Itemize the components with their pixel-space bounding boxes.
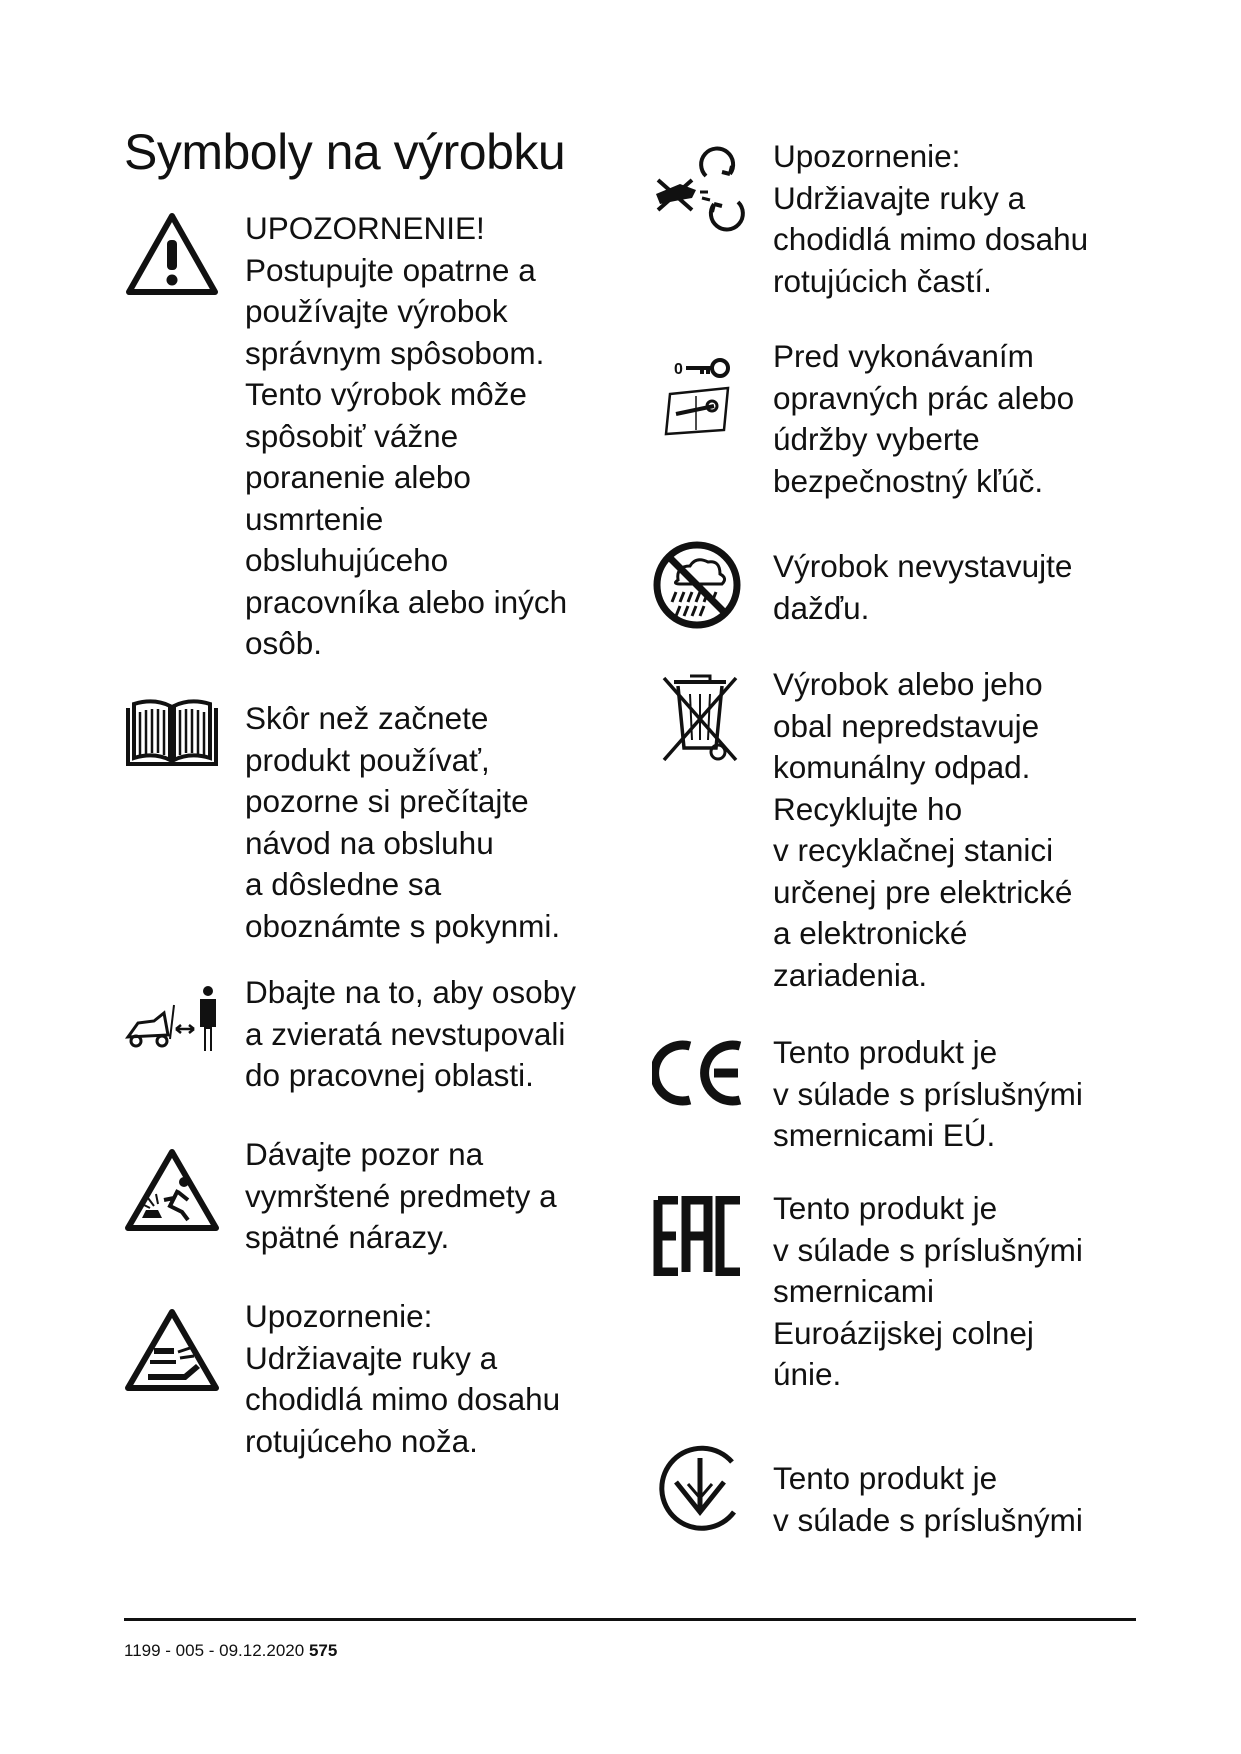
footer-rule: [124, 1618, 1136, 1621]
rotating-parts-hand-icon: [652, 140, 748, 236]
entry-rotating-parts-text: Upozornenie: Udržiavajte ruky a chodidlá mimo dosahu rotujúcich častí.: [773, 138, 1089, 299]
no-rain-icon: [652, 540, 748, 630]
warning-triangle-icon: [124, 210, 220, 300]
ce-mark-icon: [652, 1038, 748, 1108]
entry-safety-key-text: Pred vykonávaním opravných prác alebo údržby vyberte bezpečnostný kľúč.: [773, 338, 1075, 499]
thrown-objects-warning-icon: [124, 1148, 220, 1234]
eac-mark-icon: [652, 1196, 748, 1276]
entry-manual-text: Skôr než začnete produkt používať, pozorne si prečítajte návod na obsluhu a dôsledne sa oboznámte s pokynmi.: [245, 700, 561, 944]
entry-rain-text: Výrobok nevystavujte dažďu.: [773, 548, 1073, 626]
entry-warning-text: UPOZORNENIE! Postupujte opatrne a používajte výrobok správnym spôsobom. Tento výrobok môže spôsobiť vážne poranenie alebo usmrtenie obsluhujúceho pracovníka alebo iných osôb.: [245, 210, 568, 661]
entry-waste-text: Výrobok alebo jeho obal nepredstavuje komunálny odpad. Recyklujte ho v recyklačnej stanici určenej pre elektrické a elektronické zariadenia.: [773, 666, 1073, 993]
entry-ukrsepro-text: Tento produkt je v súlade s príslušnými: [773, 1460, 1083, 1538]
keep-distance-person-icon: [124, 985, 220, 1057]
page-title: Symboly na výrobku: [124, 124, 566, 180]
footer-doc-code: 1199 - 005 - 09.12.2020: [124, 1641, 305, 1660]
open-manual-book-icon: [124, 698, 220, 770]
entry-thrown-objects-text: Dávajte pozor na vymrštené predmety a spätné nárazy.: [245, 1136, 557, 1255]
entry-blade-text: Upozornenie: Udržiavajte ruky a chodidlá mimo dosahu rotujúceho noža.: [245, 1298, 561, 1459]
rotating-blade-warning-icon: [124, 1308, 220, 1394]
remove-safety-key-icon: [652, 352, 748, 436]
entry-eac-text: Tento produkt je v súlade s príslušnými smernicami Euroázijskej colnej únie.: [773, 1190, 1083, 1392]
entry-ce-text: Tento produkt je v súlade s príslušnými smernicami EÚ.: [773, 1034, 1083, 1153]
crossed-out-bin-icon: [652, 670, 748, 764]
entry-bystanders-text: Dbajte na to, aby osoby a zvieratá nevstupovali do pracovnej oblasti.: [245, 974, 576, 1093]
page-number: 575: [308, 1641, 338, 1660]
footer: [124, 1640, 337, 1662]
ukrsepro-mark-icon: [652, 1440, 748, 1536]
svg-text:0: 0: [674, 361, 683, 378]
